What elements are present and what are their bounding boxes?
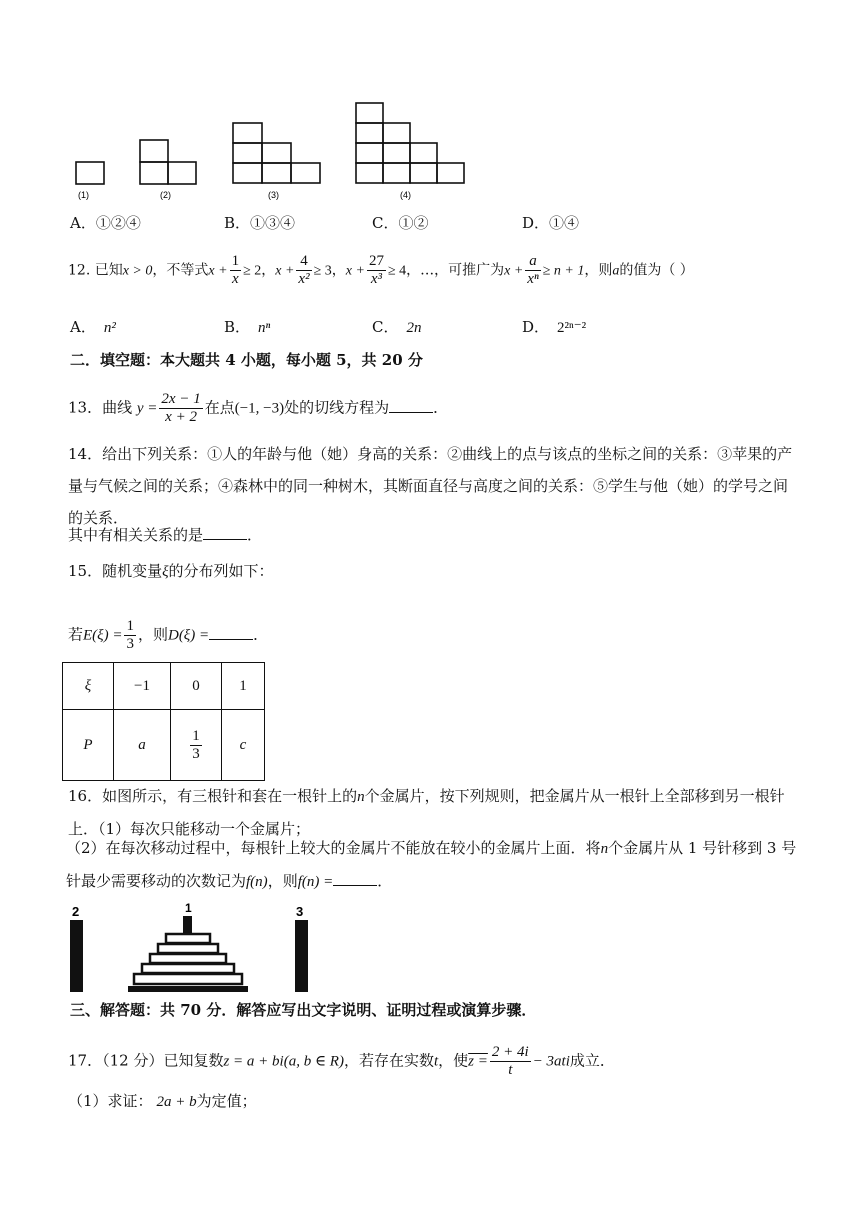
q12-option-c[interactable]: C． 2n: [372, 318, 422, 336]
question-14-ask: 其中有相关关系的是 ．: [68, 526, 263, 544]
answer-blank[interactable]: [209, 625, 253, 640]
fraction: $\frac{27}{\text{x³}}$: [368, 253, 384, 287]
fraction: $\frac{2x - 1}{x + 2}$: [161, 391, 201, 425]
peg-2: [70, 920, 83, 992]
q11-option-a[interactable]: A．①②④: [70, 214, 141, 232]
answer-blank[interactable]: [333, 871, 377, 886]
q12-option-a[interactable]: A． n²: [70, 318, 116, 336]
question-16-rule: （2）在每次移动过程中，每根针上较大的金属片不能放在较小的金属片上面．将n个金属片从 1 号针移到 3 号针最少需要移动的次数记为f(n)，则f(n) = ．: [66, 839, 797, 890]
fraction: $\frac{1}{3}$: [126, 618, 134, 652]
hanoi-figure: [66, 898, 326, 994]
q11-option-b[interactable]: B．①③④: [224, 214, 296, 232]
answer-blank[interactable]: [389, 398, 433, 413]
peg-base: [128, 986, 248, 992]
table-cell: 1: [222, 663, 265, 710]
q11-option-c[interactable]: C．①②: [372, 214, 429, 232]
question-17-part-1: （1）求证： 2a + b为定值；: [68, 1092, 257, 1110]
table-cell: 0: [171, 663, 222, 710]
figure-label-2: (2): [160, 190, 171, 200]
distribution-table: [62, 662, 265, 781]
table-row: [63, 663, 265, 710]
figure-label-4: (4): [400, 190, 411, 200]
table-cell: −1: [114, 663, 171, 710]
question-16: 16．如图所示，有三根针和套在一根针上的n个金属片，按下列规则，把金属片从一根针上全部移到另一根针上．（1）每次只能移动一个金属片；: [68, 787, 785, 838]
question-15: 15．随机变量ξ的分布列如下：: [68, 562, 274, 580]
section-3-heading: 三、解答题：共 70 分．解答应写出文字说明、证明过程或演算步骤．: [70, 1001, 537, 1019]
disk-stack: [134, 934, 242, 984]
figure-label-1: (1): [78, 190, 89, 200]
peg-label-3: 3: [296, 904, 304, 919]
fraction: $\frac{1}{x}$: [231, 253, 240, 287]
question-17: 17．（12 分）已知复数z = a + bi(a, b ∈ R)，若存在实数t，使z = $\frac{2 + 4i}{t}$ − 3ati成立．: [68, 1044, 615, 1078]
fraction: $\frac{4}{\text{x²}}$: [298, 253, 310, 287]
table-cell: a: [114, 710, 171, 781]
fraction: $\frac{a}{\text{xⁿ}}$: [527, 253, 539, 287]
table-cell: P: [63, 710, 114, 781]
peg-3: [295, 920, 308, 992]
table-cell: ξ: [63, 663, 114, 710]
question-15-condition: 若E(ξ) = $\frac{1}{3}$ ，则D(ξ) = ．: [68, 618, 269, 652]
peg-label-2: 2: [72, 904, 80, 919]
question-13: 13．曲线 y = $\frac{2x - 1}{x + 2}$ 在点(−1, −3)处的切线方程为 ．: [68, 391, 449, 425]
q11-option-d[interactable]: D．①④: [522, 214, 580, 232]
question-14: 14．给出下列关系：①人的年龄与他（她）身高的关系：②曲线上的点与该点的坐标之间的关系：③苹果的产量与气候之间的关系；④森林中的同一种树木，其断面直径与高度之间的关系：⑤学生与他（她）的学号之间的关系．: [68, 445, 793, 527]
fraction: $\frac{2 + 4i}{t}$: [491, 1044, 529, 1078]
question-12: 12. 已知x > 0，不等式x + $\frac{1}{x}$ ≥ 2，x + $\frac{4}{\text{x²}}$ ≥ 3，x + $\frac{27}{\text{x³}}$ ≥ 4，…，可推广为x + $\frac{a}{\text{xⁿ}}$ ≥ n + 1，则a的值为（ ）: [68, 253, 694, 287]
table-row: [63, 710, 265, 781]
peg-label-1: 1: [185, 901, 192, 915]
q12-option-d[interactable]: D． 2²ⁿ⁻²: [522, 318, 587, 336]
answer-blank[interactable]: [203, 525, 247, 540]
staircase-figure: [60, 96, 480, 206]
figure-label-3: (3): [268, 190, 279, 200]
fraction: $\frac{1}{3}$: [192, 727, 200, 762]
q12-option-b[interactable]: B． nⁿ: [224, 318, 271, 336]
table-cell: c: [222, 710, 265, 781]
section-2-heading: 二．填空题：本大题共 4 小题，每小题 5，共 20 分: [70, 351, 423, 369]
table-cell: [171, 710, 222, 781]
